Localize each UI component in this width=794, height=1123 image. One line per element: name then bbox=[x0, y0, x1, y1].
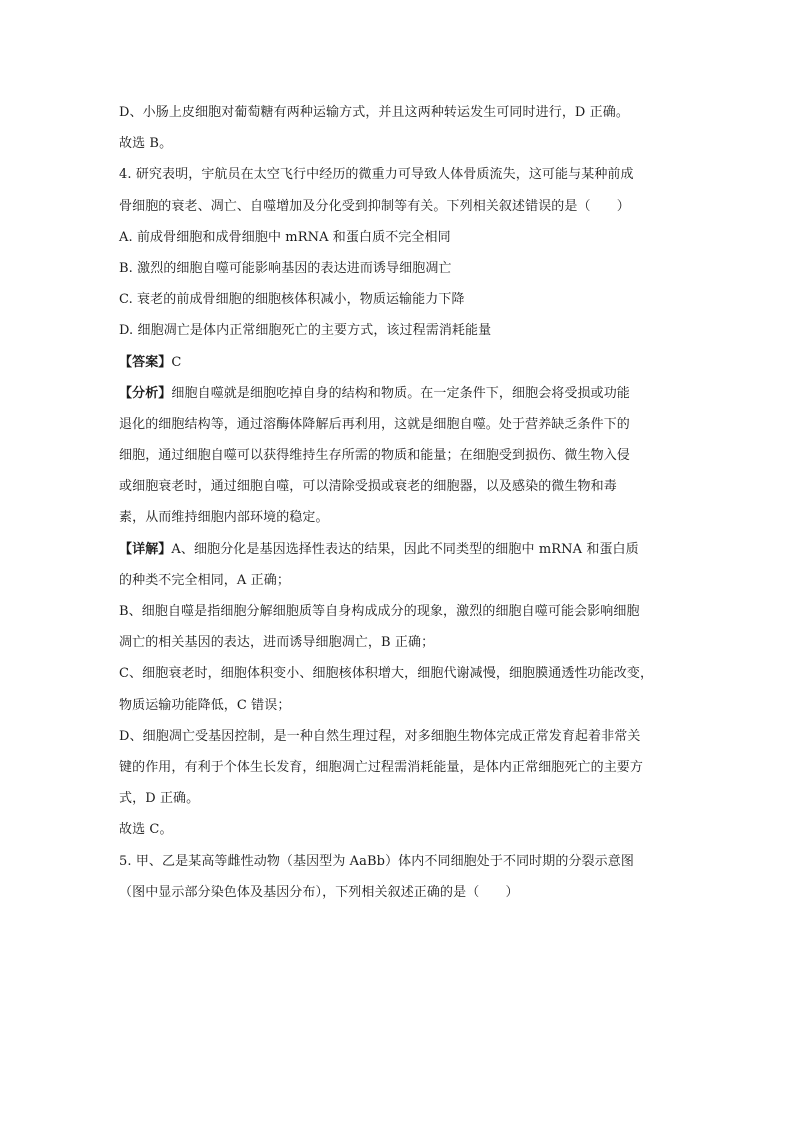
text-line: 或细胞衰老时，通过细胞自噬，可以清除受损或衰老的细胞器，以及感染的微生物和毒 bbox=[119, 479, 617, 495]
analysis-label: 【分析】 bbox=[119, 385, 172, 401]
text-line: D、小肠上皮细胞对葡萄糖有两种运输方式，并且这两种转运发生可同时进行，D 正确。 bbox=[119, 105, 629, 120]
question-4-stem: 4. 研究表明，宇航员在太空飞行中经历的微重力可导致人体骨质流失，这可能与某种前成 bbox=[119, 167, 634, 183]
text-line: 的种类不完全相同，A 正确； bbox=[119, 572, 290, 588]
text-line: 凋亡的相关基因的表达，进而诱导细胞凋亡，B 正确； bbox=[119, 635, 435, 651]
option-b: B. 激烈的细胞自噬可能影响基因的表达进而诱导细胞凋亡 bbox=[119, 260, 452, 276]
explanation-text: A、细胞分化是基因选择性表达的结果，因此不同类型的细胞中 mRNA 和蛋白质 bbox=[171, 541, 639, 557]
explanation-label: 【详解】 bbox=[119, 541, 172, 557]
answer-value: C bbox=[171, 354, 182, 370]
analysis-line bbox=[119, 378, 679, 409]
text-line: D、细胞凋亡受基因控制，是一种自然生理过程，对多细胞生物体完成正常发育起着非常关 bbox=[119, 728, 641, 744]
question-5-stem: （图中显示部分染色体及基因分布），下列相关叙述正确的是（ ） bbox=[119, 884, 519, 900]
text-line: B、细胞自噬是指细胞分解细胞质等自身构成成分的现象，激烈的细胞自噬可能会影响细胞 bbox=[119, 604, 640, 619]
text-line: 退化的细胞结构等，通过溶酶体降解后再利用，这就是细胞自噬。处于营养缺乏条件下的 bbox=[119, 416, 630, 432]
text-line: 细胞，通过细胞自噬可以获得维持生存所需的物质和能量；在细胞受到损伤、微生物入侵 bbox=[119, 448, 630, 464]
explanation-line bbox=[119, 534, 679, 565]
text-line: 素，从而维持细胞内部环境的稳定。 bbox=[119, 510, 329, 526]
answer-line bbox=[119, 347, 679, 378]
option-a: A. 前成骨细胞和成骨细胞中 mRNA 和蛋白质不完全相同 bbox=[119, 229, 451, 245]
option-c: C. 衰老的前成骨细胞的细胞核体积减小，物质运输能力下降 bbox=[119, 292, 465, 308]
question-4-stem: 骨细胞的衰老、凋亡、自噬增加及分化受到抑制等有关。下列相关叙述错误的是（ ） bbox=[119, 198, 630, 214]
question-5-stem: 5. 甲、乙是某高等雌性动物（基因型为 AaBb）体内不同细胞处于不同时期的分裂示意图 bbox=[119, 853, 634, 869]
document-page bbox=[119, 97, 679, 908]
text-line: 故选 C。 bbox=[119, 822, 173, 838]
option-d: D. 细胞凋亡是体内正常细胞死亡的主要方式，该过程需消耗能量 bbox=[119, 323, 492, 339]
analysis-text: 细胞自噬就是细胞吃掉自身的结构和物质。在一定条件下，细胞会将受损或功能 bbox=[171, 385, 630, 401]
text-line: 键的作用，有利于个体生长发育，细胞凋亡过程需消耗能量，是体内正常细胞死亡的主要方 bbox=[119, 759, 644, 775]
answer-label: 【答案】 bbox=[119, 354, 172, 370]
text-line: 故选 B。 bbox=[119, 136, 173, 152]
text-line: C、细胞衰老时，细胞体积变小、细胞核体积增大，细胞代谢减慢，细胞膜通透性功能改变， bbox=[119, 666, 654, 682]
text-line: 物质运输功能降低，C 错误； bbox=[119, 697, 291, 713]
text-line: 式，D 正确。 bbox=[119, 791, 200, 807]
